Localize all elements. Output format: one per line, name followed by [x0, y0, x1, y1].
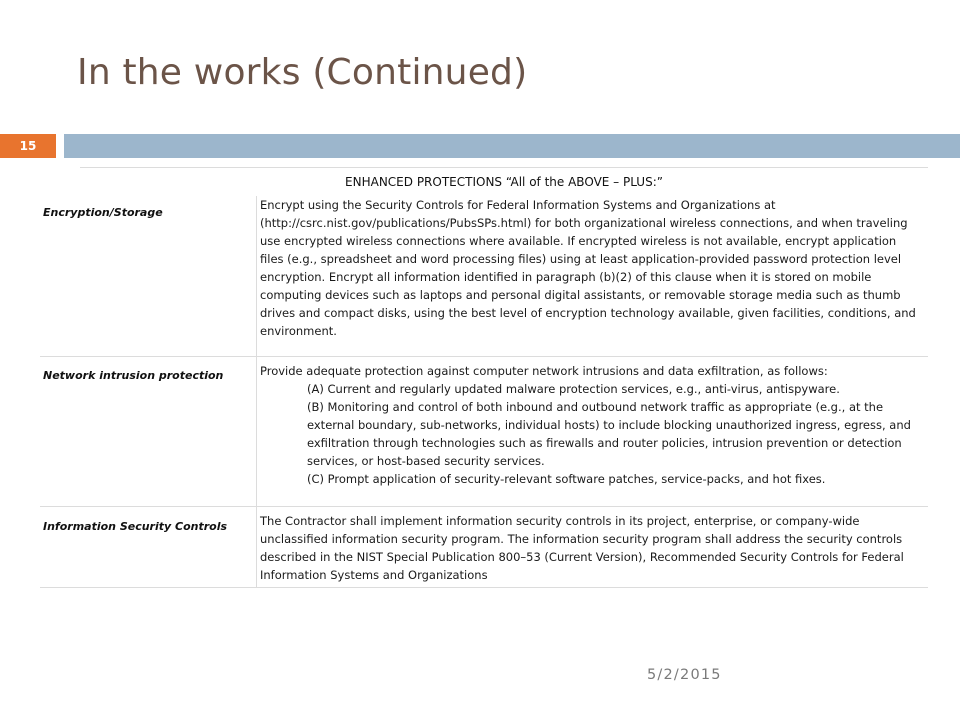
page-number: 15	[19, 139, 37, 153]
row-body-encryption-storage	[256, 196, 928, 356]
row-item: (A) Current and regularly updated malware protection services, e.g., anti-virus, antispyware.	[307, 382, 840, 396]
row-label-info-security-controls: Information Security Controls	[43, 520, 228, 533]
row-label-network-intrusion: Network intrusion protection	[43, 369, 224, 382]
row-body-info-security-controls	[256, 507, 928, 587]
protections-table	[40, 167, 928, 588]
header-bar	[64, 134, 960, 158]
row-paragraph: The Contractor shall implement information security controls in its project, enterprise, or company-wide unclassified information security program. The information security program shall address the security controls described in the NIST Special Publication 800–53 (Current Version), Recommended Security Controls for Federal Information Systems and Organizations	[260, 514, 904, 582]
table-row	[40, 507, 928, 588]
row-paragraph: Encrypt using the Security Controls for Federal Information Systems and Organizations at (http://csrc.nist.gov/publications/PubsSPs.html) for both organizational wireless connections, and when traveling use encrypted wireless connections where available. If encrypted wireless is not available, encrypt application files (e.g., spreadsheet and word processing files) using at least application-provided password protection level encryption. Encrypt all information identified in paragraph (b)(2) of this clause when it is stored on mobile computing devices such as laptops and personal digital assistants, or removable storage media such as thumb drives and compact disks, using the best level of encryption technology available, given facilities, conditions, and environment.	[260, 198, 916, 338]
row-item: (B) Monitoring and control of both inbound and outbound network traffic as appropriate (e.g., at the external boundary, sub-networks, individual hosts) to include blocking unauthorized ingress, egress, and exfiltration through technologies such as firewalls and router policies, intrusion prevention or detection services, or host-based security services.	[307, 400, 911, 468]
table-row	[40, 196, 928, 357]
table-row	[40, 357, 928, 507]
slide-title: In the works (Continued)	[77, 52, 528, 93]
row-item: (C) Prompt application of security-relevant software patches, service-packs, and hot fixes.	[307, 472, 826, 486]
table-heading: ENHANCED PROTECTIONS “All of the ABOVE – PLUS:”	[80, 167, 928, 196]
footer-date: 5/2/2015	[647, 667, 722, 683]
row-body-network-intrusion	[256, 357, 928, 506]
page-number-badge	[0, 134, 56, 158]
row-label-encryption-storage: Encryption/Storage	[43, 206, 163, 219]
row-intro: Provide adequate protection against computer network intrusions and data exfiltration, as follows:	[260, 364, 828, 378]
